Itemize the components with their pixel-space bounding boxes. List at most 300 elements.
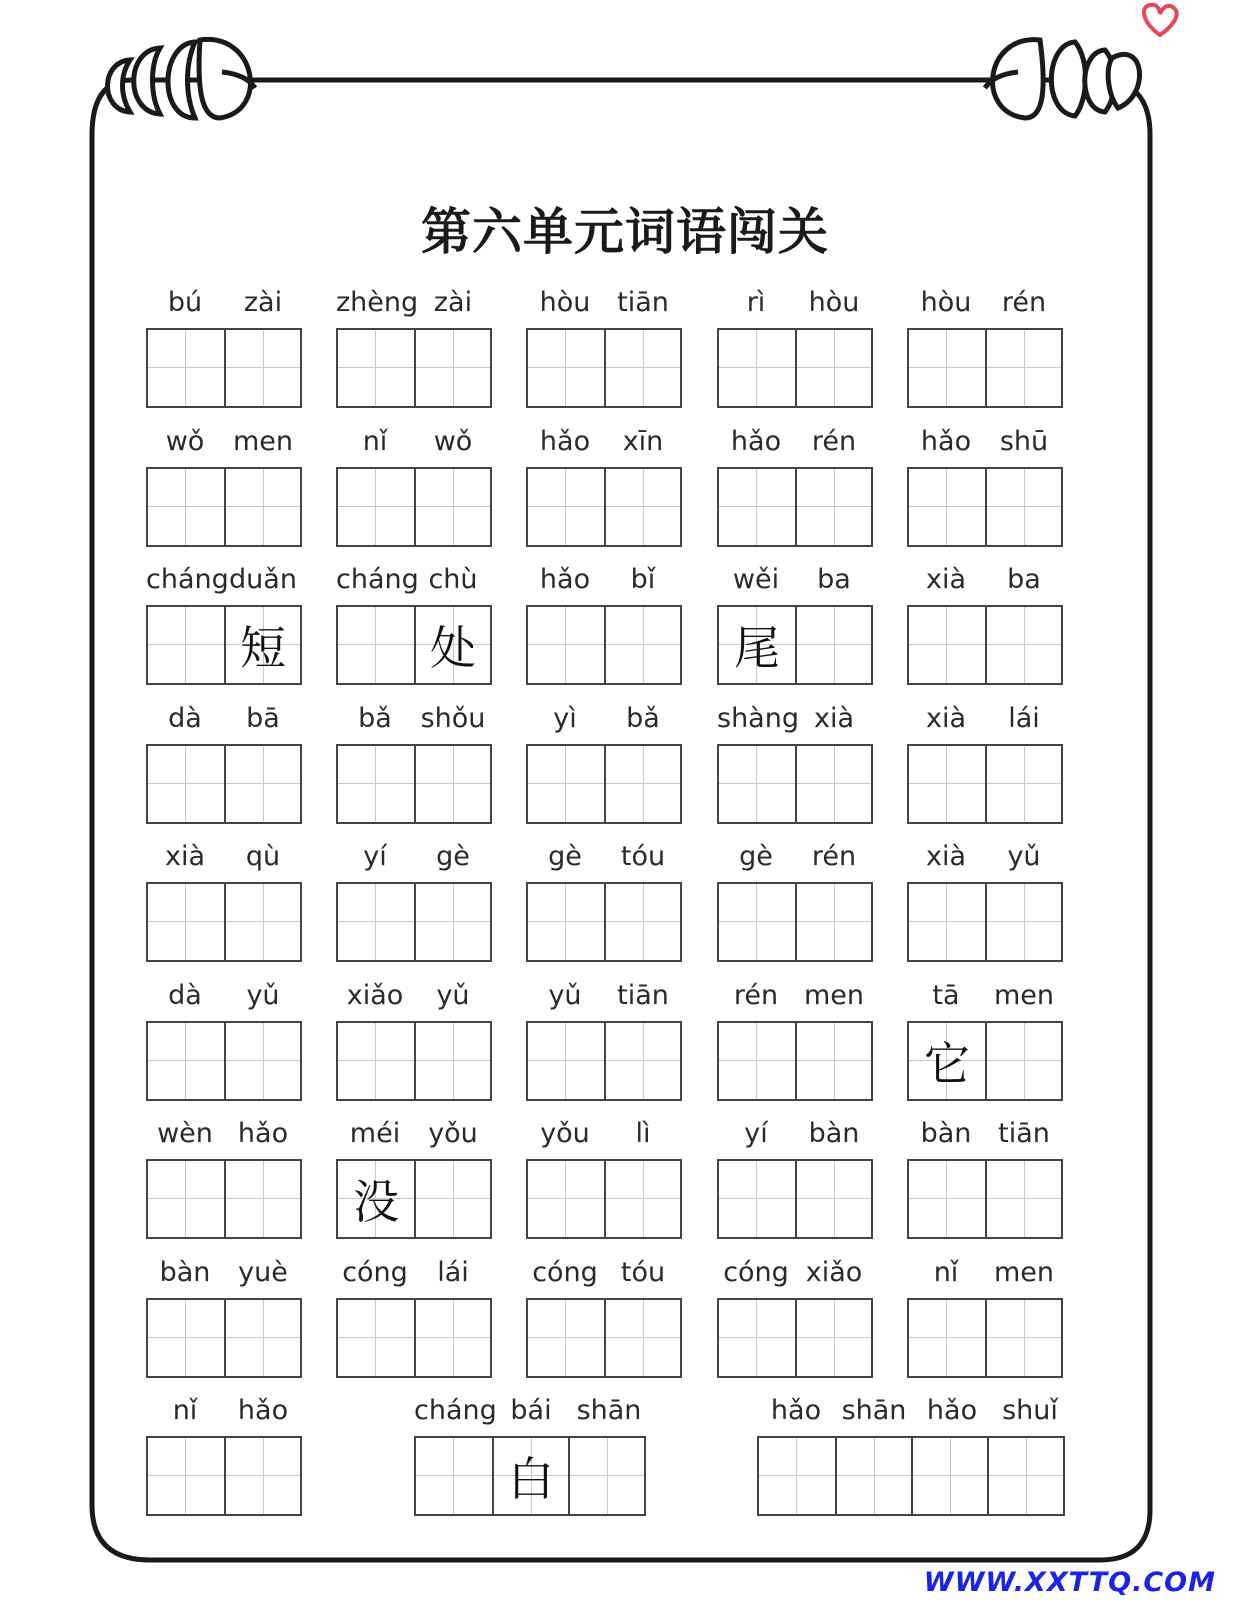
pinyin-row (907, 1252, 1063, 1288)
hanzi-char (338, 884, 414, 960)
pinyin-syllable: hǎo (920, 425, 972, 457)
hanzi-char: 处 (430, 621, 476, 675)
word-item (717, 698, 873, 824)
hanzi-char (416, 1300, 490, 1376)
word-item (526, 1113, 682, 1239)
pinyin-row (336, 421, 492, 457)
tian-zi-ge-cell[interactable] (604, 330, 680, 406)
writing-boxes (907, 882, 1063, 962)
pinyin-row (526, 1252, 682, 1288)
hanzi-char (797, 330, 871, 406)
writing-boxes (146, 467, 302, 547)
hanzi-char (797, 1023, 871, 1099)
pinyin-syllable: cháng (414, 1395, 497, 1426)
tian-zi-ge-cell[interactable] (492, 1438, 568, 1514)
pinyin-syllable: rén (1001, 287, 1047, 318)
pinyin-syllable: hòu (539, 287, 591, 318)
tian-zi-ge-cell[interactable] (224, 884, 300, 960)
tian-zi-ge-cell[interactable] (148, 1300, 224, 1376)
tian-zi-ge-cell[interactable] (414, 607, 490, 683)
tian-zi-ge-cell[interactable] (528, 1161, 604, 1237)
pinyin-syllable: tóu (620, 841, 666, 872)
tian-zi-ge-cell[interactable] (909, 1300, 985, 1376)
hanzi-char (909, 884, 985, 960)
hanzi-char (148, 1161, 224, 1237)
word-item (717, 282, 873, 408)
hanzi-char (226, 884, 300, 960)
tian-zi-ge-cell[interactable] (604, 1023, 680, 1099)
writing-boxes (907, 1298, 1063, 1378)
tian-zi-ge-cell[interactable] (338, 746, 414, 822)
hanzi-char (606, 607, 680, 683)
tian-zi-ge-cell[interactable] (604, 1300, 680, 1376)
pinyin-row (717, 421, 873, 457)
tian-zi-ge-cell[interactable] (795, 330, 871, 406)
pinyin-syllable: xià (164, 841, 206, 872)
hanzi-char (148, 469, 224, 545)
hanzi-char (606, 884, 680, 960)
hanzi-char (719, 469, 795, 545)
tian-zi-ge-cell[interactable] (224, 746, 300, 822)
tian-zi-ge-cell[interactable] (148, 884, 224, 960)
hanzi-char (148, 1023, 224, 1099)
tian-zi-ge-cell[interactable] (338, 469, 414, 545)
tian-zi-ge-cell[interactable] (414, 1161, 490, 1237)
word-item (414, 1390, 648, 1516)
tian-zi-ge-cell[interactable] (719, 607, 795, 683)
tian-zi-ge-cell[interactable] (835, 1438, 911, 1514)
pinyin-syllable: cháng (146, 564, 229, 595)
hanzi-char (606, 330, 680, 406)
tian-zi-ge-cell[interactable] (148, 330, 224, 406)
hanzi-char (909, 607, 985, 683)
writing-boxes (146, 1436, 302, 1516)
tian-zi-ge-cell[interactable] (909, 884, 985, 960)
tian-zi-ge-cell[interactable] (338, 607, 414, 683)
pinyin-row (336, 282, 492, 318)
word-item (717, 559, 873, 685)
tian-zi-ge-cell[interactable] (909, 1161, 985, 1237)
word-item (717, 1252, 873, 1378)
tian-zi-ge-cell[interactable] (985, 1300, 1061, 1376)
pinyin-syllable: yuè (238, 1256, 288, 1288)
word-item (907, 559, 1063, 685)
tian-zi-ge-cell[interactable] (528, 746, 604, 822)
hanzi-char (909, 469, 985, 545)
tian-zi-ge-cell[interactable] (148, 1161, 224, 1237)
pinyin-syllable: gè (436, 841, 470, 872)
pinyin-syllable: zài (433, 287, 473, 318)
hanzi-char (987, 1161, 1061, 1237)
pinyin-syllable: hǎo (770, 1395, 822, 1426)
tian-zi-ge-cell[interactable] (148, 607, 224, 683)
pinyin-syllable: yí (744, 1118, 768, 1149)
tian-zi-ge-cell[interactable] (909, 1023, 985, 1099)
word-item (146, 698, 302, 824)
pinyin-syllable: dà (168, 979, 202, 1011)
tian-zi-ge-cell[interactable] (528, 330, 604, 406)
tian-zi-ge-cell[interactable] (338, 884, 414, 960)
pinyin-syllable: nǐ (933, 1256, 959, 1288)
tian-zi-ge-cell[interactable] (911, 1438, 987, 1514)
pinyin-syllable: bàn (159, 1256, 211, 1288)
word-item (526, 559, 682, 685)
writing-boxes (526, 605, 682, 685)
pinyin-syllable: bái (510, 1395, 552, 1426)
hanzi-char (338, 746, 414, 822)
tian-zi-ge-cell[interactable] (719, 1023, 795, 1099)
pinyin-syllable: cóng (342, 1256, 408, 1288)
tian-zi-ge-cell[interactable] (795, 469, 871, 545)
word-item (907, 282, 1063, 408)
pinyin-row (336, 1252, 492, 1288)
pinyin-row (717, 698, 873, 734)
hanzi-char (338, 1300, 414, 1376)
heart-icon (1144, 5, 1177, 35)
writing-boxes (146, 1159, 302, 1239)
word-item (146, 1113, 302, 1239)
tian-zi-ge-cell[interactable] (528, 1023, 604, 1099)
word-item (146, 421, 302, 547)
tian-zi-ge-cell[interactable] (795, 607, 871, 683)
tian-zi-ge-cell[interactable] (985, 1023, 1061, 1099)
hanzi-char: 没 (353, 1175, 399, 1229)
hanzi-char (528, 607, 604, 683)
hanzi-char (987, 330, 1061, 406)
pinyin-row (336, 698, 492, 734)
writing-boxes (336, 882, 492, 962)
tian-zi-ge-cell[interactable] (338, 1161, 414, 1237)
pinyin-row (526, 975, 682, 1011)
pinyin-syllable: méi (349, 1118, 401, 1149)
pinyin-row (146, 975, 302, 1011)
hanzi-char (416, 469, 490, 545)
pinyin-syllable: lái (1008, 702, 1040, 734)
pinyin-syllable: tóu (620, 1256, 666, 1288)
pinyin-syllable: hǎo (926, 1395, 978, 1426)
pinyin-syllable: dà (168, 702, 202, 734)
hanzi-char (416, 884, 490, 960)
tian-zi-ge-cell[interactable] (148, 1023, 224, 1099)
tian-zi-ge-cell[interactable] (414, 469, 490, 545)
tian-zi-ge-cell[interactable] (795, 746, 871, 822)
pinyin-syllable: lì (635, 1118, 651, 1149)
writing-boxes (336, 328, 492, 408)
pinyin-row (717, 1252, 873, 1288)
writing-boxes (336, 1021, 492, 1101)
pinyin-syllable: bā (246, 702, 280, 734)
hanzi-char (148, 1438, 224, 1514)
tian-zi-ge-cell[interactable] (909, 746, 985, 822)
pinyin-syllable: yì (553, 702, 577, 734)
pinyin-syllable: tā (932, 979, 960, 1011)
pinyin-row (146, 421, 302, 457)
writing-boxes (146, 328, 302, 408)
pinyin-row (717, 282, 873, 318)
tian-zi-ge-cell[interactable] (985, 607, 1061, 683)
pinyin-syllable: rén (811, 425, 857, 457)
word-item (907, 836, 1063, 962)
tian-zi-ge-cell[interactable] (338, 1023, 414, 1099)
pinyin-syllable: ba (817, 564, 851, 595)
hanzi-char (913, 1438, 987, 1514)
tian-zi-ge-cell[interactable] (224, 1438, 300, 1514)
word-item (717, 836, 873, 962)
word-item (146, 975, 302, 1101)
pinyin-syllable: shuǐ (1002, 1395, 1058, 1426)
writing-boxes (717, 467, 873, 547)
pinyin-row (146, 836, 302, 872)
tian-zi-ge-cell[interactable] (985, 330, 1061, 406)
hanzi-char (416, 330, 490, 406)
pinyin-syllable: wǒ (165, 425, 205, 457)
hanzi-char (528, 330, 604, 406)
hanzi-char (148, 884, 224, 960)
hanzi-char (909, 1300, 985, 1376)
hanzi-char (797, 607, 871, 683)
hanzi-char (719, 330, 795, 406)
pinyin-syllable: wěi (732, 564, 780, 595)
pinyin-syllable: zài (243, 287, 283, 318)
hanzi-char (416, 746, 490, 822)
pinyin-row (526, 421, 682, 457)
tian-zi-ge-cell[interactable] (985, 884, 1061, 960)
pinyin-row (414, 1390, 648, 1426)
writing-boxes (907, 605, 1063, 685)
hanzi-char (606, 1300, 680, 1376)
word-item (336, 1113, 492, 1239)
tian-zi-ge-cell[interactable] (528, 1300, 604, 1376)
tian-zi-ge-cell[interactable] (338, 330, 414, 406)
pinyin-row (526, 698, 682, 734)
tian-zi-ge-cell[interactable] (604, 607, 680, 683)
hanzi-char (909, 330, 985, 406)
tian-zi-ge-cell[interactable] (414, 746, 490, 822)
writing-boxes (717, 1159, 873, 1239)
tian-zi-ge-cell[interactable] (528, 607, 604, 683)
writing-boxes (526, 467, 682, 547)
page-title: 第六单元词语闯关 (421, 203, 829, 261)
pinyin-syllable: yǔ (1007, 841, 1041, 872)
word-item (526, 282, 682, 408)
hanzi-char (570, 1438, 644, 1514)
word-item (336, 282, 492, 408)
hanzi-char (797, 746, 871, 822)
pinyin-syllable: yí (363, 841, 387, 872)
tian-zi-ge-cell[interactable] (604, 884, 680, 960)
tian-zi-ge-cell[interactable] (414, 1023, 490, 1099)
pinyin-syllable: ba (1007, 564, 1041, 595)
tian-zi-ge-cell[interactable] (224, 607, 300, 683)
writing-boxes (907, 328, 1063, 408)
pinyin-row (907, 421, 1063, 457)
hanzi-char (987, 1023, 1061, 1099)
hanzi-char (797, 884, 871, 960)
hanzi-char (606, 1161, 680, 1237)
word-item (336, 698, 492, 824)
word-item (336, 559, 492, 685)
pinyin-syllable: xiǎo (805, 1256, 863, 1288)
word-item (907, 1252, 1063, 1378)
pinyin-syllable: cháng (336, 564, 419, 595)
hanzi-char (606, 469, 680, 545)
pinyin-syllable: yǒu (428, 1118, 478, 1149)
tian-zi-ge-cell[interactable] (909, 607, 985, 683)
pinyin-syllable: nǐ (362, 425, 388, 457)
pinyin-row (526, 1113, 682, 1149)
tian-zi-ge-cell[interactable] (985, 469, 1061, 545)
tian-zi-ge-cell[interactable] (604, 469, 680, 545)
pinyin-syllable: zhèng (336, 287, 419, 318)
hanzi-char (528, 469, 604, 545)
writing-boxes (907, 467, 1063, 547)
writing-boxes (146, 1298, 302, 1378)
tian-zi-ge-cell[interactable] (795, 1161, 871, 1237)
pinyin-row (526, 559, 682, 595)
pinyin-syllable: bú (167, 287, 203, 318)
hanzi-char (987, 884, 1061, 960)
tian-zi-ge-cell[interactable] (338, 1300, 414, 1376)
tian-zi-ge-cell[interactable] (224, 1161, 300, 1237)
tian-zi-ge-cell[interactable] (528, 469, 604, 545)
tian-zi-ge-cell[interactable] (224, 330, 300, 406)
writing-boxes (336, 744, 492, 824)
pinyin-syllable: yǒu (540, 1118, 590, 1149)
hanzi-char (797, 469, 871, 545)
pinyin-syllable: shān (576, 1395, 642, 1426)
hanzi-char (797, 1300, 871, 1376)
word-item (526, 1252, 682, 1378)
hanzi-char (338, 330, 414, 406)
word-item (717, 1113, 873, 1239)
pinyin-syllable: tiān (617, 979, 669, 1011)
writing-boxes (336, 467, 492, 547)
tian-zi-ge-cell[interactable] (719, 1161, 795, 1237)
hanzi-char (338, 469, 414, 545)
tian-zi-ge-cell[interactable] (148, 1438, 224, 1514)
tian-zi-ge-cell[interactable] (148, 746, 224, 822)
pinyin-row (717, 559, 873, 595)
tian-zi-ge-cell[interactable] (909, 469, 985, 545)
tian-zi-ge-cell[interactable] (795, 1023, 871, 1099)
pinyin-syllable: rén (811, 841, 857, 872)
tian-zi-ge-cell[interactable] (909, 330, 985, 406)
hanzi-char (528, 1300, 604, 1376)
tian-zi-ge-cell[interactable] (987, 1438, 1063, 1514)
pinyin-syllable: bàn (808, 1118, 860, 1149)
hanzi-char (987, 469, 1061, 545)
tian-zi-ge-cell[interactable] (795, 884, 871, 960)
pinyin-syllable: shǒu (420, 702, 486, 734)
tian-zi-ge-cell[interactable] (224, 1023, 300, 1099)
tian-zi-ge-cell[interactable] (224, 1300, 300, 1376)
pinyin-syllable: xiǎo (346, 979, 404, 1011)
pinyin-syllable: wǒ (433, 425, 473, 457)
hanzi-char: 短 (240, 621, 286, 675)
tian-zi-ge-cell[interactable] (985, 1161, 1061, 1237)
tian-zi-ge-cell[interactable] (604, 1161, 680, 1237)
tian-zi-ge-cell[interactable] (719, 330, 795, 406)
writing-boxes (146, 1021, 302, 1101)
hanzi-char: 白 (508, 1452, 554, 1506)
writing-boxes (717, 1298, 873, 1378)
pinyin-row (146, 1252, 302, 1288)
hanzi-char (226, 1023, 300, 1099)
tian-zi-ge-cell[interactable] (604, 746, 680, 822)
word-item (146, 282, 302, 408)
tian-zi-ge-cell[interactable] (414, 1300, 490, 1376)
pinyin-syllable: shàng (717, 702, 799, 734)
word-item (717, 975, 873, 1101)
pinyin-row (907, 836, 1063, 872)
tian-zi-ge-cell[interactable] (985, 746, 1061, 822)
pinyin-syllable: xīn (622, 425, 664, 457)
hanzi-char (837, 1438, 911, 1514)
writing-boxes (146, 882, 302, 962)
tian-zi-ge-cell[interactable] (719, 884, 795, 960)
hanzi-char (226, 330, 300, 406)
hanzi-char: 尾 (734, 621, 780, 675)
word-item (907, 698, 1063, 824)
writing-boxes (146, 744, 302, 824)
writing-boxes (526, 744, 682, 824)
hanzi-char (909, 746, 985, 822)
writing-boxes (907, 744, 1063, 824)
tian-zi-ge-cell[interactable] (759, 1438, 835, 1514)
tian-zi-ge-cell[interactable] (414, 884, 490, 960)
tian-zi-ge-cell[interactable] (719, 1300, 795, 1376)
word-item (146, 1252, 302, 1378)
word-item (907, 1113, 1063, 1239)
pinyin-row (717, 836, 873, 872)
tian-zi-ge-cell[interactable] (719, 746, 795, 822)
pinyin-syllable: men (993, 979, 1055, 1011)
pinyin-syllable: bǐ (630, 564, 656, 595)
pinyin-syllable: gè (739, 841, 773, 872)
word-item (146, 836, 302, 962)
hanzi-char (528, 884, 604, 960)
hanzi-char (606, 1023, 680, 1099)
pinyin-row (526, 836, 682, 872)
tian-zi-ge-cell[interactable] (224, 469, 300, 545)
word-item (717, 421, 873, 547)
writing-boxes (526, 328, 682, 408)
tian-zi-ge-cell[interactable] (719, 469, 795, 545)
hanzi-char (148, 330, 224, 406)
pinyin-row (907, 975, 1063, 1011)
pinyin-row (757, 1390, 1069, 1426)
pinyin-syllable: men (232, 425, 294, 457)
pinyin-syllable: rì (746, 287, 766, 318)
pinyin-syllable: hòu (808, 287, 860, 318)
tian-zi-ge-cell[interactable] (568, 1438, 644, 1514)
pinyin-syllable: bǎ (626, 702, 660, 734)
tian-zi-ge-cell[interactable] (148, 469, 224, 545)
pinyin-row (526, 282, 682, 318)
hanzi-char (338, 607, 414, 683)
pinyin-syllable: wèn (157, 1118, 213, 1149)
pinyin-syllable: cóng (532, 1256, 598, 1288)
pinyin-syllable: hǎo (237, 1395, 289, 1426)
tian-zi-ge-cell[interactable] (528, 884, 604, 960)
pinyin-syllable: hǎo (539, 425, 591, 457)
tian-zi-ge-cell[interactable] (795, 1300, 871, 1376)
pinyin-row (146, 282, 302, 318)
hanzi-char (528, 1023, 604, 1099)
pinyin-row (336, 975, 492, 1011)
tian-zi-ge-cell[interactable] (416, 1438, 492, 1514)
tian-zi-ge-cell[interactable] (414, 330, 490, 406)
